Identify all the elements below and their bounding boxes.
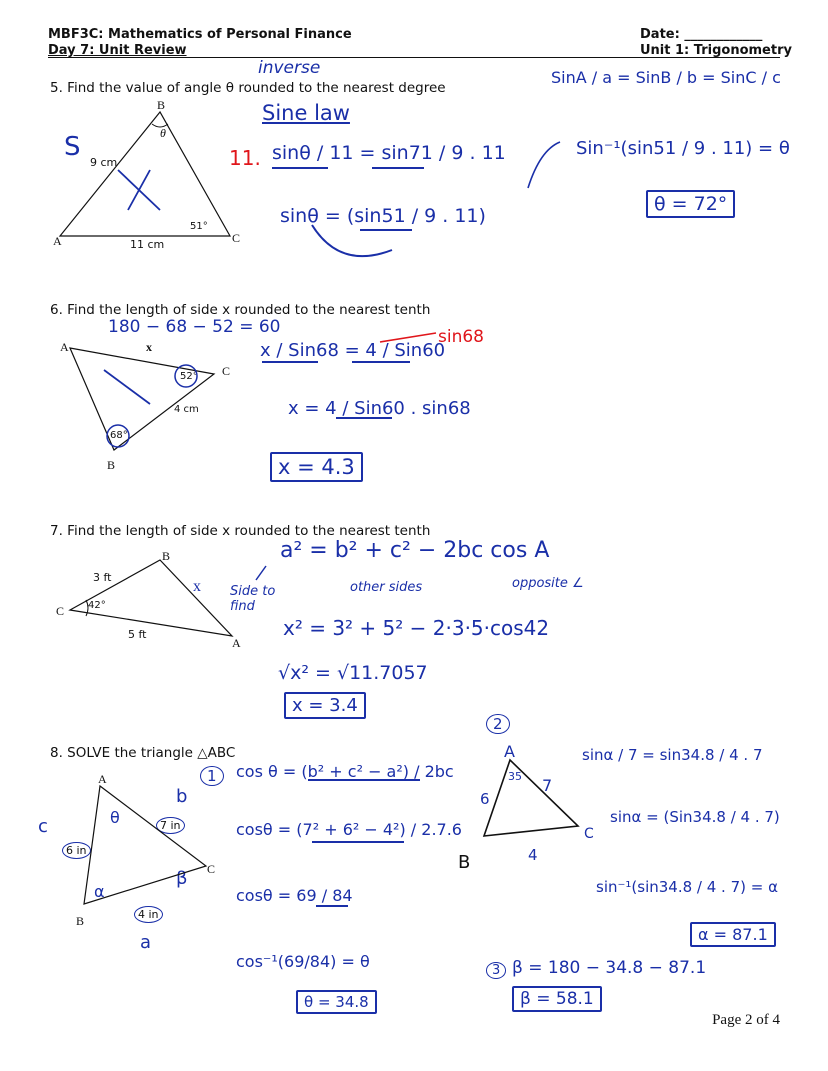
q5-link-arrow	[528, 142, 560, 188]
q5-label-B: B	[157, 98, 166, 112]
q7-label-C: C	[56, 604, 65, 618]
q7-equation-2: √x² = √11.7057	[278, 662, 428, 684]
q8-label-A: A	[98, 772, 107, 786]
question-6-prompt: 6. Find the length of side x rounded to the nearest tenth	[50, 302, 431, 318]
q7-angle-c: 42°	[88, 600, 106, 611]
q8-side-bc: 4 in	[134, 906, 163, 923]
question-7-prompt: 7. Find the length of side x rounded to the nearest tenth	[50, 523, 431, 539]
q8-sine-step-2: sinα = (Sin34.8 / 4 . 7)	[610, 808, 780, 826]
q8-answer-theta: θ = 34.8	[296, 990, 377, 1014]
q6-angle-b: 68°	[110, 430, 128, 441]
q5-sine-law-note: Sine law	[262, 101, 350, 125]
q8-side-ab: 6 in	[62, 842, 91, 859]
question-5-prompt: 5. Find the value of angle θ rounded to the nearest degree	[50, 80, 446, 96]
q8-sine-step-3: sin⁻¹(sin34.8 / 4 . 7) = α	[596, 878, 778, 896]
q6-label-x: x	[146, 340, 152, 354]
q8-side-b: b	[176, 786, 188, 807]
q7-note-opposite: opposite ∠	[512, 576, 584, 591]
q8-sub-side-7: 7	[542, 776, 553, 795]
q8-cos-inverse: cos⁻¹(69/84) = θ	[236, 952, 370, 971]
q5-label-C: C	[232, 231, 241, 245]
q7-side-ca: 5 ft	[128, 628, 147, 641]
q8-step-2-marker: 2	[486, 714, 510, 734]
q7-equation-1: x² = 3² + 5² − 2·3·5·cos42	[283, 616, 550, 640]
q8-sub-label-A: A	[504, 742, 515, 761]
q5-side-ac: 11 cm	[130, 238, 165, 251]
q8-step-1-marker: 1	[200, 766, 224, 786]
q8-side-a: a	[140, 932, 152, 953]
q5-equation-2: sinθ = (sin51 / 9 . 11)	[280, 205, 486, 227]
q5-S-mark: S	[64, 132, 81, 162]
q5-side-ab: 9 cm	[90, 156, 118, 169]
q7-note-side-to-find: Side to find	[230, 584, 276, 614]
q6-angle-68-circle	[107, 425, 129, 447]
q7-answer: x = 3.4	[284, 692, 366, 719]
q6-red-sin68: sin68	[438, 327, 484, 347]
q8-label-B: B	[76, 914, 85, 928]
q7-arrow-1	[256, 566, 266, 580]
q8-sub-triangle	[484, 760, 578, 836]
q6-equation-2: x = 4 / Sin60 . sin68	[288, 398, 471, 419]
q8-beta: β	[176, 868, 188, 889]
q7-side-cb: 3 ft	[93, 571, 112, 584]
q7-angle-arc	[86, 600, 88, 616]
q7-label-A: A	[232, 636, 241, 650]
q8-cos-step-2: cosθ = (7² + 6² − 4²) / 2.7.6	[236, 820, 462, 839]
unit-title: Unit 1: Trigonometry	[640, 43, 792, 58]
q8-sub-angle-35: 35	[508, 770, 522, 783]
q8-alpha: α	[94, 882, 105, 901]
q5-equation-1: sinθ / 11 = sin71 / 9 . 11	[272, 142, 506, 164]
q8-side-c: c	[38, 816, 48, 837]
q5-arrow	[118, 170, 160, 210]
q8-sub-label-C: C	[584, 826, 594, 842]
q5-triangle	[60, 112, 230, 236]
q8-answer-alpha: α = 87.1	[690, 922, 776, 947]
q6-label-C: C	[222, 364, 231, 378]
q8-beta-equation: β = 180 − 34.8 − 87.1	[512, 958, 707, 978]
q8-sub-side-6: 6	[480, 790, 490, 808]
q8-step-3-marker: 3	[486, 962, 506, 979]
q5-sine-ratio: SinA / a = SinB / b = SinC / c	[551, 68, 781, 87]
q5-theta-arc	[152, 124, 168, 127]
q7-cosine-law: a² = b² + c² − 2bc cos A	[280, 538, 550, 563]
q6-side-bc: 4 cm	[174, 404, 199, 415]
q6-label-A: A	[60, 340, 69, 354]
q8-cos-step-3: cosθ = 69 / 84	[236, 886, 353, 905]
q8-sine-step-1: sinα / 7 = sin34.8 / 4 . 7	[582, 746, 763, 764]
question-8-prompt: 8. SOLVE the triangle △ABC	[50, 745, 236, 761]
q8-cos-law: cos θ = (b² + c² − a²) / 2bc	[236, 762, 454, 781]
q6-answer: x = 4.3	[270, 452, 363, 482]
q8-triangle	[84, 786, 206, 904]
q8-answer-beta: β = 58.1	[512, 986, 602, 1012]
q5-label-theta: θ	[160, 126, 166, 140]
q8-sub-label-B: B	[458, 852, 471, 873]
q6-red-arrow	[380, 333, 436, 342]
q7-label-x: x	[193, 578, 201, 595]
q7-label-B: B	[162, 549, 171, 563]
q6-angle-52-circle	[175, 365, 197, 387]
q5-answer: θ = 72°	[646, 190, 735, 218]
course-title: MBF3C: Mathematics of Personal Finance	[48, 27, 352, 42]
q6-angle-c: 52°	[180, 371, 198, 382]
q8-theta: θ	[110, 808, 120, 827]
q5-inverse-equation: Sin⁻¹(sin51 / 9 . 11) = θ	[576, 138, 790, 159]
day-title: Day 7: Unit Review	[48, 43, 187, 58]
q8-sub-side-4: 4	[528, 846, 538, 864]
q5-inverse-note: inverse	[258, 58, 321, 78]
q8-label-C: C	[207, 862, 216, 876]
q7-note-other-sides: other sides	[350, 580, 423, 595]
page-number: Page 2 of 4	[712, 1012, 780, 1028]
q6-angle-sum: 180 − 68 − 52 = 60	[108, 317, 281, 337]
q5-angle-c: 51°	[190, 221, 208, 232]
q8-side-ac: 7 in	[156, 817, 185, 834]
q7-triangle	[70, 560, 232, 636]
q6-label-B: B	[107, 458, 116, 472]
q5-red-11: 11.	[229, 146, 261, 170]
date-label: Date: ____________	[640, 27, 763, 42]
q5-label-A: A	[53, 234, 62, 248]
q6-arrow	[104, 370, 150, 404]
q6-equation-1: x / Sin68 = 4 / Sin60	[260, 340, 446, 361]
